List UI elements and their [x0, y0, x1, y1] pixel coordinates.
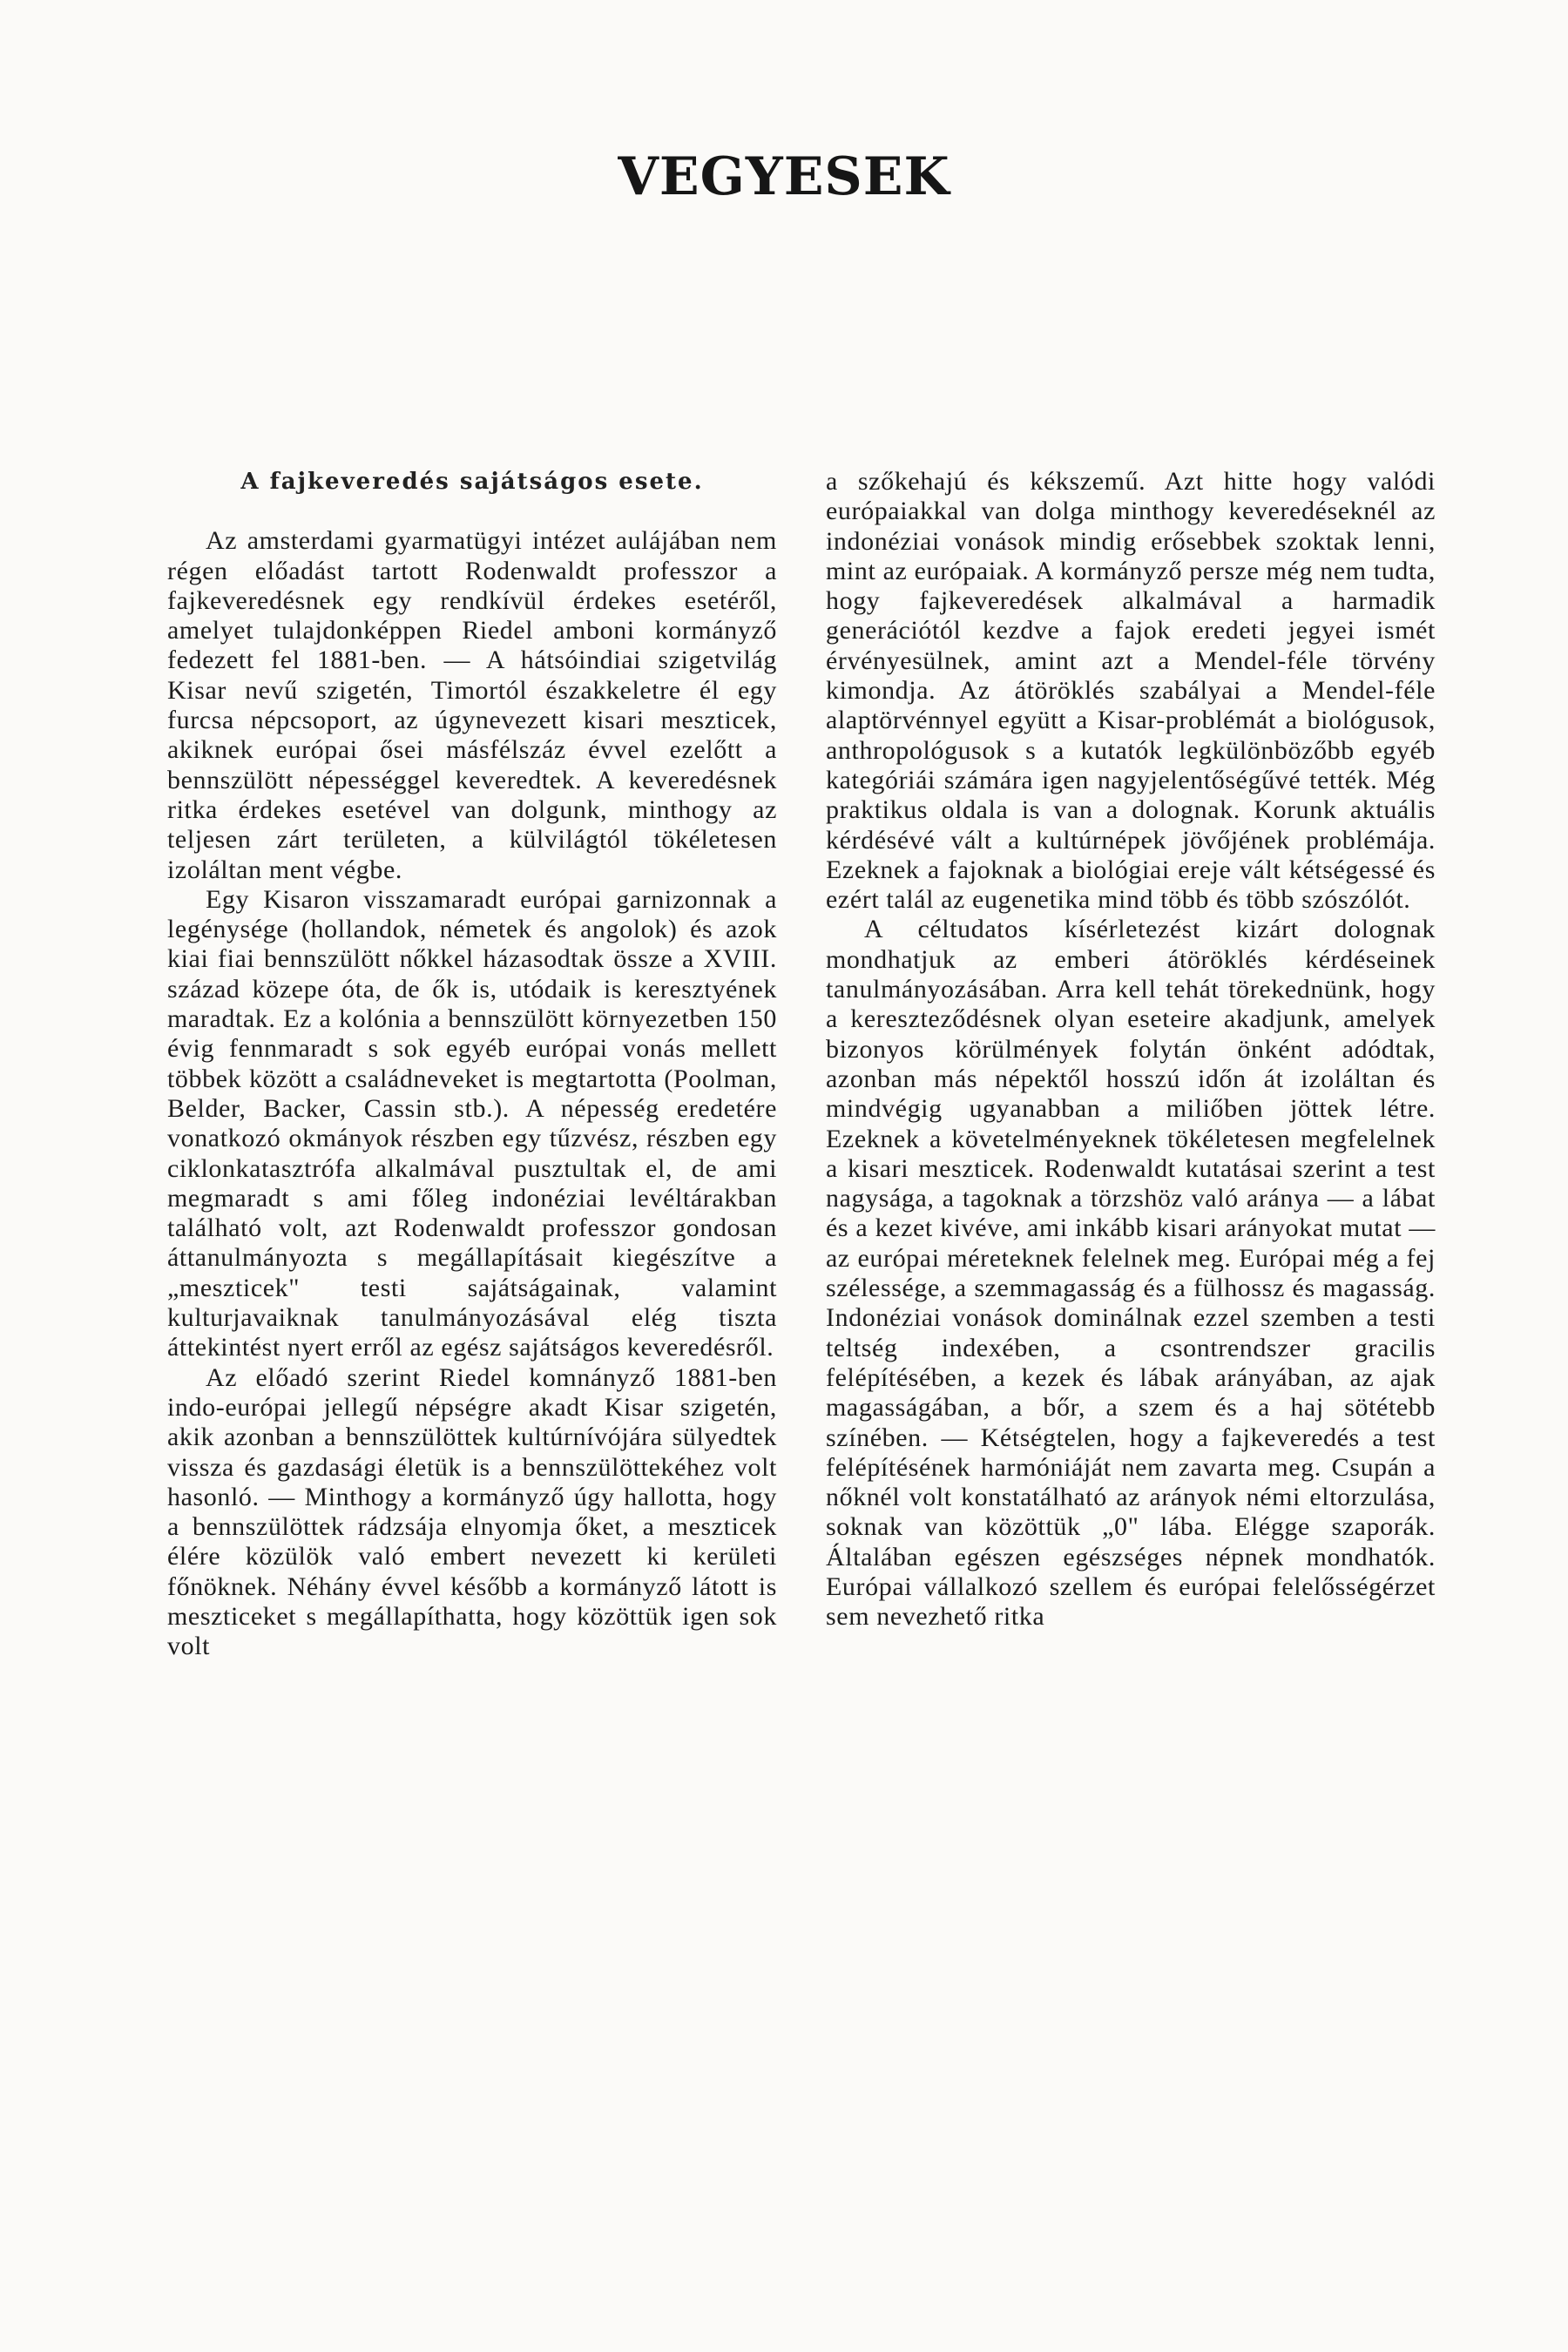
left-column: [167, 467, 777, 1662]
paragraph: Az amsterdami gyarmatügyi intézet aulájában nem régen előadást tartott Rodenwaldt professzor a fajkeveredésnek egy rendkívül érdekes esetéről, amelyet tulajdonképpen Riedel amboni kormányző fedezett fel 1881-ben. — A hátsóindiai szigetvilág Kisar nevű szigetén, Timortól északkeletre él egy furcsa népcsoport, az úgynevezett kisari meszticek, akiknek európai ősei másfélszáz évvel ezelőtt a bennszülött népességgel keveredtek. A keveredésnek ritka érdekes esetével van dolgunk, minthogy az teljesen zárt területen, a külvilágtól tökéletesen izoláltan ment végbe.: [167, 526, 777, 884]
paragraph: A céltudatos kísérletezést kizárt dolognak mondhatjuk az emberi átöröklés kérdéseinek tanulmányozásában. Arra kell tehát törekednünk, hogy a kereszteződésnek olyan eseteire akadjunk, amelyek bizonyos körülmények folytán önként adódtak, azonban más népektől hosszú időn át izoláltan és mindvégig ugyanabban a miliőben jöttek létre. Ezeknek a követelményeknek tökéletesen megfelelnek a kisari meszticek. Rodenwaldt kutatásai szerint a test nagysága, a tagoknak a törzshöz való aránya — a lábat és a kezet kivéve, ami inkább kisari arányokat mutat — az európai méreteknek felelnek meg. Európai még a fej szélessége, a szemmagasság és a fülhossz és magasság. Indonéziai vonások dominálnak ezzel szemben a testi teltség indexében, a csontrendszer gracilis felépítésében, a kezek és lábak arányában, az ajak magasságában, a bőr, a szem és a haj sötétebb színében. — Kétségtelen, hogy a fajkeveredés a test felépítésének harmóniáját nem zavarta meg. Csupán a nőknél volt konstatálható az arányok némi eltorzulása, soknak van közöttük „0" lába. Elégge szaporák. Általában egészen egészséges népnek mondhatók. Európai vállalkozó szellem és európai felelősségérzet sem nevezhető ritka: [826, 915, 1436, 1632]
article-heading: A fajkeveredés sajátságos esete.: [240, 469, 704, 495]
paragraph: Egy Kisaron visszamaradt európai garnizonnak a legénysége (hollandok, németek és angolok) és azok kiai fiai bennszülött nőkkel házasodtak össze a XVIII. század közepe óta, de ők is, utódaik is keresztyének maradtak. Ez a kolónia a bennszülött környezetben 150 évig fennmaradt s sok egyéb európai vonás mellett többek között a családneveket is megtartotta (Poolman, Belder, Backer, Cassin stb.). A népesség eredetére vonatkozó okmányok részben egy tűzvész, részben egy ciklonkatasztrófa alkalmával pusztultak el, de ami megmaradt s ami főleg indonéziai levéltárakban található volt, azt Rodenwaldt professzor gondosan áttanulmányozta s megállapításait kiegészítve a „meszticek" testi sajátságainak, valamint kulturjavaiknak tanulmányozásával elég tiszta áttekintést nyert erről az egész sajátságos keveredésről.: [167, 884, 777, 1362]
page-title: VEGYESEK: [618, 146, 950, 207]
paragraph: Az előadó szerint Riedel komnányző 1881-ben indo-európai jellegű népségre akadt Kisar szigetén, akik azonban a bennszülöttek kultúrnívójára sülyedtek vissza és gazdasági életük is a bennszülöttekéhez volt hasonló. — Minthogy a kormányző úgy hallotta, hogy a bennszülöttek rádzsája elnyomja őket, a meszticek élére közülök való embert nevezett ki kerületi főnöknek. Néhány évvel később a kormányző látott is meszticeket s megállapíthatta, hogy közöttük igen sok volt: [167, 1362, 777, 1661]
right-column: [826, 467, 1436, 1632]
paragraph: a szőkehajú és kékszemű. Azt hitte hogy valódi európaiakkal van dolga minthogy keveredéseknél az indonéziai vonások mindig erősebbek szoktak lenni, mint az európaiak. A kormányző persze még nem tudta, hogy fajkeveredések alkalmával a harmadik generációtól kezdve a fajok eredeti jegyei ismét érvényesülnek, amint azt a Mendel-féle törvény kimondja. Az átöröklés szabályai a Mendel-féle alaptörvénnyel együtt a Kisar-problémát a biológusok, anthropológusok s a kutatók legkülönbözőbb egyéb kategóriái számára igen nagyjelentőségűvé tették. Még praktikus oldala is van a dolognak. Korunk aktuális kérdésévé vált a kultúrnépek jövőjének problémája. Ezeknek a fajoknak a biológiai ereje vált kétségessé és ezért talál az eugenetika mind több és több szószólót.: [826, 467, 1436, 915]
